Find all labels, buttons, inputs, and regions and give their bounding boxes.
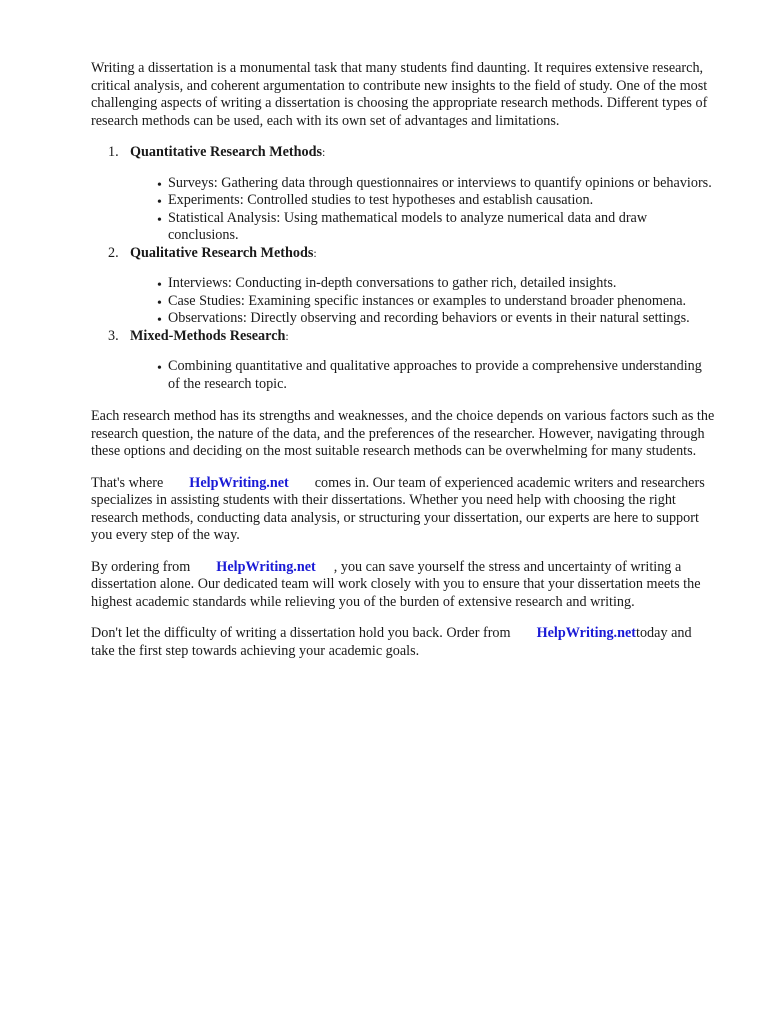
bullet-icon: • bbox=[157, 278, 162, 293]
paragraph-text: Don't let the difficulty of writing a dissertation hold you back. Order from bbox=[91, 625, 511, 641]
paragraph-text: , you can save yourself the stress and uncertainty of writing a dissertation alone. Our dedicated team will work closely with you to ensure that your dissertation meets the highest academic standards while relieving you of the burden of extensive research and writing. bbox=[91, 558, 701, 610]
bullet-list bbox=[91, 175, 717, 245]
list-item-text: Interviews: Conducting in-depth conversations to gather rich, detailed insights. bbox=[168, 275, 617, 291]
section-number: 2. bbox=[108, 244, 119, 261]
section-mixed-methods bbox=[91, 328, 717, 394]
section-title: Mixed-Methods Research bbox=[130, 327, 286, 344]
thats-where-paragraph bbox=[91, 475, 717, 545]
section-heading bbox=[91, 144, 717, 162]
list-item-text: Observations: Directly observing and recording behaviors or events in their natural settings. bbox=[168, 310, 690, 326]
ordering-paragraph bbox=[91, 559, 717, 612]
section-title: Quantitative Research Methods bbox=[130, 144, 323, 160]
list-item-text: Experiments: Controlled studies to test hypotheses and establish causation. bbox=[168, 192, 594, 208]
list-item bbox=[157, 292, 717, 311]
list-item bbox=[157, 192, 717, 210]
list-item bbox=[157, 310, 717, 328]
bullet-icon: • bbox=[157, 295, 162, 311]
bullet-icon: • bbox=[157, 361, 162, 376]
list-item-text: Statistical Analysis: Using mathematical models to analyze numerical data and draw conclusions. bbox=[168, 209, 648, 243]
bullet-icon: • bbox=[157, 177, 162, 193]
section-quantitative bbox=[91, 144, 717, 245]
list-item bbox=[157, 174, 717, 193]
bullet-icon: • bbox=[157, 212, 162, 228]
helpwriting-link[interactable]: HelpWriting.net bbox=[536, 625, 637, 641]
list-item-text: Combining quantitative and qualitative approaches to provide a comprehensive understanding of the research topic. bbox=[168, 358, 702, 392]
document-body bbox=[91, 60, 717, 660]
section-title: Qualitative Research Methods bbox=[130, 244, 314, 261]
list-item bbox=[157, 275, 717, 293]
paragraph-text: comes in. Our team of experienced academic writers and researchers specializes in assisting students with their dissertations. Whether you need help with choosing the right research methods, conducting data analysis, or structuring your dissertation, our experts are here to support you every step of the way. bbox=[91, 474, 705, 543]
list-item-text: Case Studies: Examining specific instances or examples to understand broader phenomena. bbox=[168, 292, 687, 309]
bullet-list bbox=[91, 358, 717, 393]
section-heading bbox=[91, 328, 717, 346]
paragraph-text: That's where bbox=[91, 474, 164, 491]
helpwriting-link[interactable]: HelpWriting.net bbox=[189, 474, 289, 491]
bullet-list bbox=[91, 275, 717, 328]
list-item bbox=[157, 209, 717, 245]
section-colon: : bbox=[285, 328, 289, 343]
list-item-text: Surveys: Gathering data through questionnaires or interviews to quantify opinions or behaviors. bbox=[168, 174, 712, 191]
intro-paragraph: Writing a dissertation is a monumental task that many students find daunting. It requires extensive research, critical analysis, and coherent argumentation to contribute new insights to the field of study. One of the most challenging aspects of writing a dissertation is choosing the appropriate research methods. Different types of research methods can be used, each with its own set of advantages and limitations. bbox=[91, 60, 708, 129]
section-colon: : bbox=[322, 145, 326, 159]
section-qualitative bbox=[91, 245, 717, 328]
list-item bbox=[157, 358, 717, 393]
paragraph-text: By ordering from bbox=[91, 558, 191, 575]
section-number: 3. bbox=[108, 327, 119, 344]
helpwriting-link[interactable]: HelpWriting.net bbox=[216, 558, 316, 575]
section-number: 1. bbox=[108, 144, 119, 160]
section-colon: : bbox=[313, 245, 317, 260]
section-heading bbox=[91, 245, 717, 263]
bullet-icon: • bbox=[157, 195, 162, 210]
choice-paragraph: Each research method has its strengths and weaknesses, and the choice depends on various factors such as the research question, the nature of the data, and the preferences of the researcher. However, navigating through these options and deciding on the most suitable research methods can be overwhelming for many students. bbox=[91, 408, 715, 459]
final-paragraph bbox=[91, 625, 717, 660]
bullet-icon: • bbox=[157, 313, 162, 328]
paragraph-text: today and take the first step towards achieving your academic goals. bbox=[91, 625, 692, 659]
